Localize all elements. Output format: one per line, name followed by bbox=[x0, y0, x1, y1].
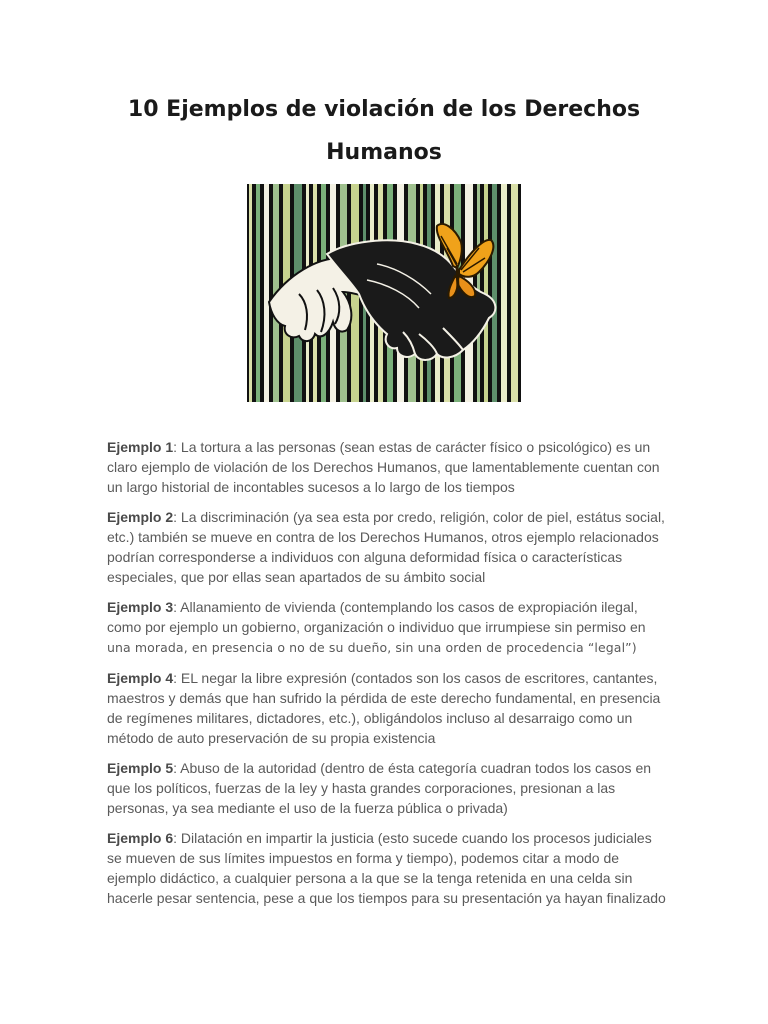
prison-bar bbox=[492, 184, 497, 402]
example-paragraph bbox=[107, 437, 667, 497]
example-text: : Allanamiento de vivienda (contemplando los casos de expropiación ilegal, como por ejemplo un gobierno, organización o individuo que irrumpiese sin permiso en bbox=[107, 599, 646, 635]
example-paragraph bbox=[107, 828, 667, 908]
hands-behind-bars-butterfly-illustration bbox=[247, 184, 521, 402]
example-label: Ejemplo 6 bbox=[107, 830, 174, 846]
example-paragraph bbox=[107, 507, 667, 587]
page-title: 10 Ejemplos de violación de los Derechos Humanos bbox=[127, 97, 641, 165]
prison-bar bbox=[264, 184, 269, 402]
example-paragraph bbox=[107, 597, 667, 658]
example-text-continuation: una morada, en presencia o no de su dueño, sin una orden de procedencia “legal”) bbox=[107, 640, 637, 655]
prison-bar bbox=[501, 184, 507, 402]
example-label: Ejemplo 1 bbox=[107, 439, 174, 455]
prison-bar bbox=[511, 184, 518, 402]
example-text: : La tortura a las personas (sean estas de carácter físico o psicológico) es un claro ejemplo de violación de los Derechos Humanos, que lamentablemente cuentan con un largo historial de incontables sucesos a lo largo de los tiempos bbox=[107, 439, 660, 495]
prison-bar bbox=[249, 184, 252, 402]
example-text: : EL negar la libre expresión (contados son los casos de escritores, cantantes, maestros y demás que han sufrido la pérdida de este derecho fundamental, en presencia de regímenes militares, dictadores, etc.), obligándolos incluso al desarraigo como un método de auto preservación de su propia existencia bbox=[107, 670, 661, 746]
example-label: Ejemplo 5 bbox=[107, 760, 174, 776]
example-text: : Abuso de la autoridad (dentro de ésta categoría cuadran todos los casos en que los políticos, fuerzas de la ley y hasta grandes corporaciones, presionan a las personas, ya sea mediante el uso de la fuerza pública o privada) bbox=[107, 760, 652, 816]
example-label: Ejemplo 2 bbox=[107, 509, 174, 525]
example-paragraph bbox=[107, 758, 667, 818]
examples-list bbox=[107, 437, 667, 918]
example-paragraph bbox=[107, 668, 667, 748]
prison-bar bbox=[256, 184, 260, 402]
example-label: Ejemplo 3 bbox=[107, 599, 174, 615]
example-text: : Dilatación en impartir la justicia (esto sucede cuando los procesos judiciales se mueven de sus límites impuestos en forma y tiempo), podemos citar a modo de ejemplo didáctico, a cualquier persona a la que se la tenga retenida en una celda sin hacerle pesar sentencia, pese a que los tiempos para su presentación ya hayan finalizado bbox=[107, 830, 666, 906]
example-label: Ejemplo 4 bbox=[107, 670, 174, 686]
example-text: : La discriminación (ya sea esta por credo, religión, color de piel, estátus social, etc.) también se mueve en contra de los Derechos Humanos, otros ejemplo relacionados podrían corresponderse a individuos con alguna deformidad física o características especiales, que por ellas sean apartados de su ámbito social bbox=[107, 509, 665, 585]
